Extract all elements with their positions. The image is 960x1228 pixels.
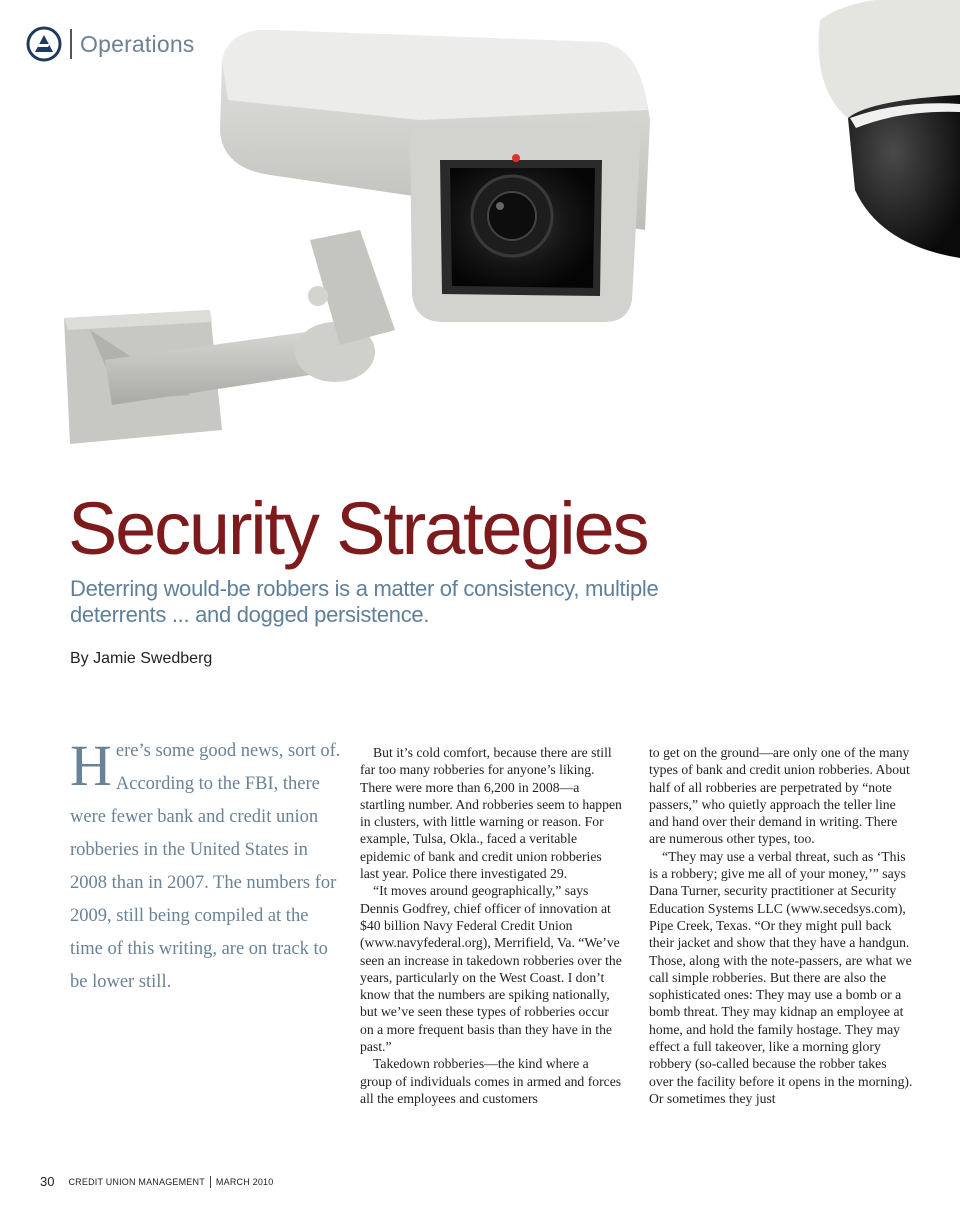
body-paragraph: “It moves around geographically,” says Dennis Godfrey, chief officer of innovation at $40 billion Navy Federal Credit Union (www.navyfederal.org), Merrifield, Va. “We’ve seen an increase in takedown robberies over the years, particularly on the West Coast. I don’t know that the numbers are spiking nationally, but we’ve seen these types of robberies occur on a more frequent basis than they have in the past.”: [360, 883, 622, 1055]
page-footer: [40, 1174, 273, 1189]
header-divider: [70, 29, 72, 59]
body-paragraph: Takedown robberies—the kind where a group of individuals comes in armed and forces all the employees and customers: [360, 1056, 622, 1106]
intro-text: ere’s some good news, sort of. According to the FBI, there were fewer bank and credit union robberies in the United States in 2008 than in 2007. The numbers for 2009, still being compiled at the time of this writing, are on track to be lower still.: [70, 741, 341, 992]
article-subtitle: Deterring would-be robbers is a matter of consistency, multiple deterrents ... and dogged persistence.: [70, 576, 659, 627]
body-column-2: [360, 744, 624, 1107]
body-column-3: [649, 744, 913, 1107]
page-number: 30: [40, 1174, 55, 1189]
publication-name: CREDIT UNION MANAGEMENT: [68, 1176, 205, 1187]
body-paragraph: But it’s cold comfort, because there are still far too many robberies for anyone’s liking. There were more than 6,200 in 2008—a startling number. And robberies seem to happen in clusters, with little warning or reason. For example, Tulsa, Okla., faced a veritable epidemic of bank and credit union robberies last year. Police there investigated 29.: [360, 745, 622, 882]
article-title: Security Strategies: [68, 487, 648, 570]
security-camera-photo: [0, 0, 960, 470]
intro-paragraph: [70, 735, 342, 999]
section-header: [26, 26, 195, 62]
article-byline: By Jamie Swedberg: [70, 650, 213, 667]
cu-logo-icon: [26, 26, 62, 62]
body-paragraph: to get on the ground—are only one of the many types of bank and credit union robberies. About half of all robberies are perpetrated by “note passers,” who quietly approach the teller line and hand over their demand in writing. There are numerous other types, too.: [649, 745, 910, 847]
footer-divider: [210, 1176, 211, 1188]
body-paragraph: “They may use a verbal threat, such as ‘This is a robbery; give me all of your money,’” says Dana Turner, security practitioner at Security Education Systems LLC (www.secedsys.com), Pipe Creek, Texas. “Or they might pull back their jacket and show that they have a handgun. Those, along with the note-passers, are what we call simple robberies. But there are also the sophisticated ones: They may use a bomb or a bomb threat. They may kidnap an employee at home, and hold the family hostage. They may effect a full takeover, like a morning glory robbery (so-called because the robber takes over the facility before it opens in the morning). Or sometimes they just: [649, 848, 913, 1106]
section-label: Operations: [80, 30, 195, 57]
drop-cap: H: [70, 733, 112, 798]
publication-date: MARCH 2010: [215, 1176, 274, 1187]
